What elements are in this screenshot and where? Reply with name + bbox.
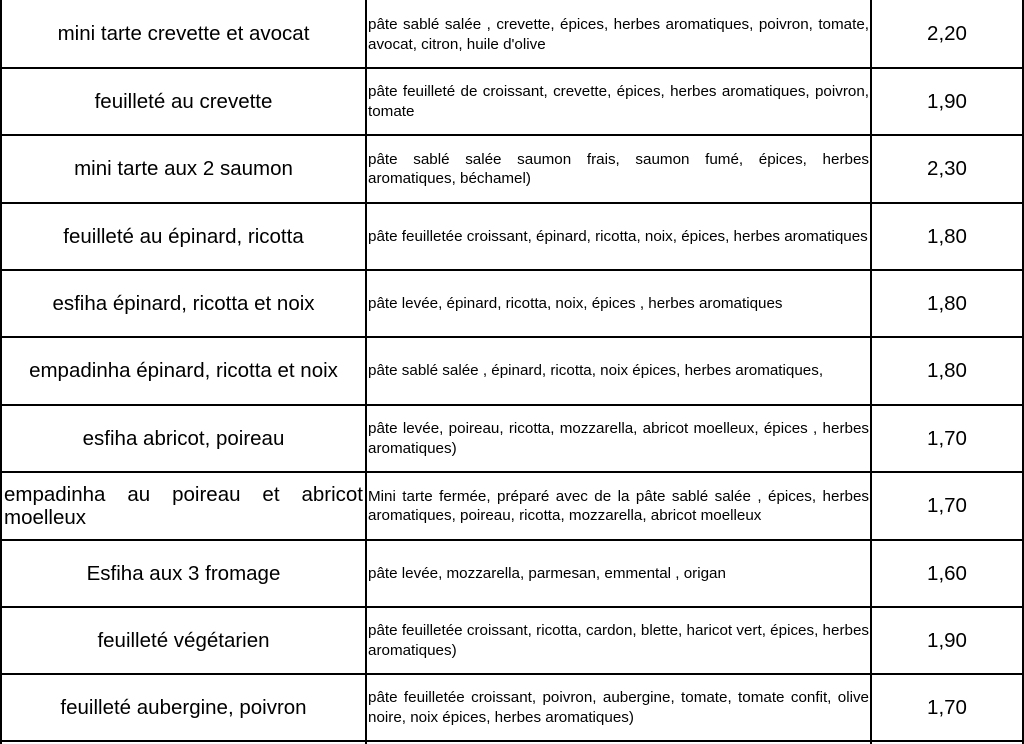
product-name: empadinha épinard, ricotta et noix	[29, 359, 338, 382]
product-price: 1,60	[927, 561, 967, 585]
product-name: empadinha au poireau et abricot moelleux	[4, 483, 363, 529]
table-row	[0, 608, 1024, 673]
product-name: Esfiha aux 3 fromage	[86, 561, 281, 585]
table-row	[0, 136, 1024, 202]
product-description: pâte feuilletée croissant, ricotta, cardon, blette, haricot vert, épices, herbes aromatiques)	[368, 622, 869, 659]
product-name: feuilleté au épinard, ricotta	[63, 224, 304, 248]
product-price: 1,70	[927, 426, 967, 450]
product-description: pâte sablé salée , crevette, épices, herbes aromatiques, poivron, tomate, avocat, citron, huile d'olive	[368, 16, 869, 53]
product-name: mini tarte crevette et avocat	[57, 21, 310, 45]
product-price: 2,20	[927, 21, 967, 45]
product-description: pâte sablé salée , épinard, ricotta, noix épices, herbes aromatiques,	[368, 362, 824, 380]
table-row	[0, 541, 1024, 606]
product-name: feuilleté au crevette	[94, 89, 273, 113]
table-row	[0, 406, 1024, 471]
product-price: 1,70	[927, 695, 967, 719]
table-row	[0, 271, 1024, 336]
product-description: pâte levée, mozzarella, parmesan, emmental , origan	[368, 564, 726, 582]
table-row	[0, 473, 1024, 539]
product-price: 1,70	[927, 494, 967, 517]
product-description: pâte levée, épinard, ricotta, noix, épices , herbes aromatiques	[368, 294, 783, 312]
table-row	[0, 338, 1024, 404]
product-price: 1,80	[927, 291, 967, 315]
product-name: mini tarte aux 2 saumon	[74, 157, 293, 180]
product-description: pâte sablé salée saumon frais, saumon fumé, épices, herbes aromatiques, béchamel)	[368, 150, 869, 187]
product-price: 1,90	[927, 628, 967, 652]
product-description: pâte feuilletée croissant, épinard, ricotta, noix, épices, herbes aromatiques	[368, 227, 868, 245]
product-price: 1,80	[927, 224, 967, 248]
table-row	[0, 0, 1024, 67]
product-name: esfiha abricot, poireau	[82, 426, 285, 450]
product-price: 2,30	[927, 157, 967, 180]
product-price: 1,80	[927, 359, 967, 382]
product-name: feuilleté végétarien	[97, 628, 270, 652]
product-description: pâte levée, poireau, ricotta, mozzarella, abricot moelleux, épices , herbes aromatiques)	[368, 420, 869, 457]
product-name: esfiha épinard, ricotta et noix	[52, 291, 315, 315]
table-row	[0, 69, 1024, 134]
row-divider	[0, 740, 1024, 742]
product-description: Mini tarte fermée, préparé avec de la pâte sablé salée , épices, herbes aromatiques, poireau, ricotta, mozzarella, abricot moelleux	[368, 488, 869, 524]
product-description: pâte feuilleté de croissant, crevette, épices, herbes aromatiques, poivron, tomate	[368, 83, 869, 120]
product-price: 1,90	[927, 89, 967, 113]
product-description: pâte feuilletée croissant, poivron, aubergine, tomate, tomate confit, olive noire, noix épices, herbes aromatiques)	[368, 689, 869, 726]
table-row	[0, 204, 1024, 269]
product-name: feuilleté aubergine, poivron	[60, 695, 307, 719]
table-row	[0, 675, 1024, 740]
